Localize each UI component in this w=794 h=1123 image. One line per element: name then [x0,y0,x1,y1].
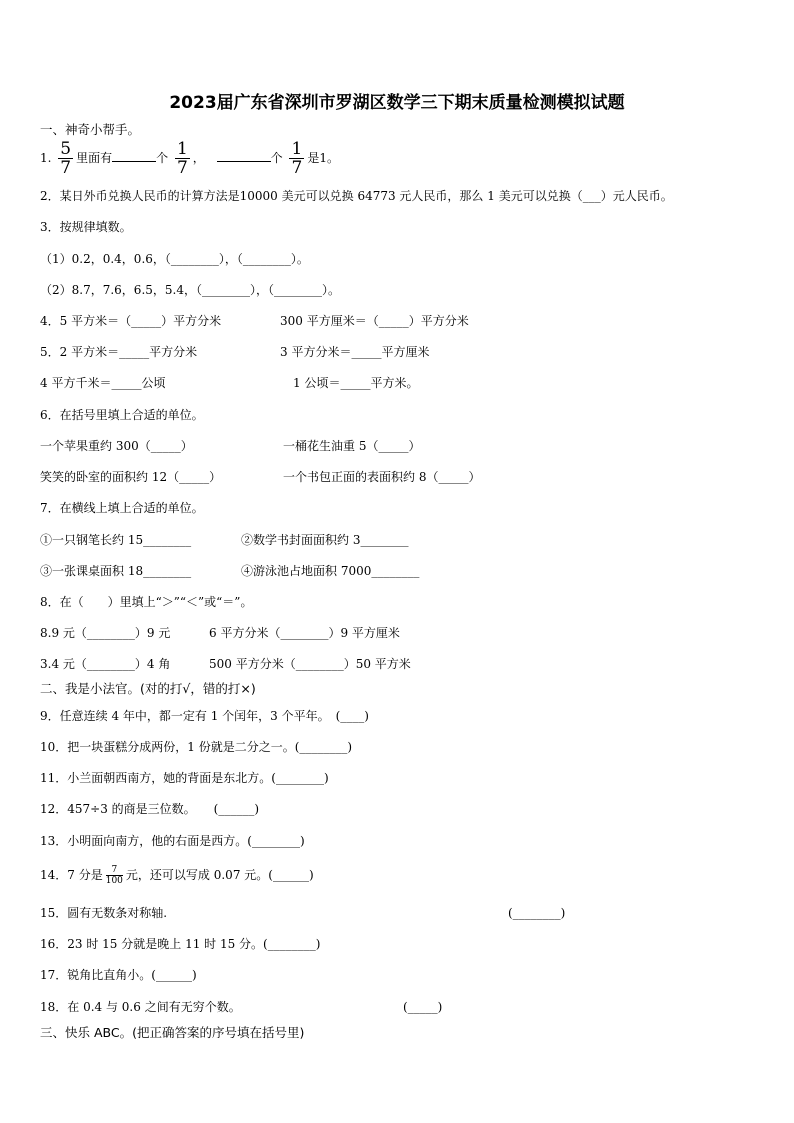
question-3-part-2: （2）8.7，7.6，6.5，5.4，（________），（________）。 [40,283,340,297]
fraction-numerator: 5 [60,138,72,159]
question-7-part-3: ③一张课桌面积 18________ [40,564,192,578]
question-6: 6．在括号里填上合适的单位。 [40,408,204,422]
question-8-part-3: 3.4 元（________）4 角 [40,657,171,671]
question-3-part-1: （1）0.2，0.4，0.6，（________），（________）。 [40,252,309,266]
question-6-part-4: 一个书包正面的表面积约 8（_____） [283,470,481,484]
question-1-text-a: 里面有 [76,151,113,165]
question-8-part-2: 6 平方分米（________）9 平方厘米 [209,626,400,640]
question-5-part-4: 1 公顷＝_____平方米。 [293,376,419,390]
question-15: 15．圆有无数条对称轴. [40,906,168,920]
question-4-part-1: 4．5 平方米＝（_____）平方分米 [40,314,222,328]
fraction-numerator: 1 [291,138,303,159]
fraction-denominator: 100 [105,876,123,886]
section-heading-3: 三、快乐 ABC。(把正确答案的序号填在括号里) [40,1025,305,1040]
fraction-1-7 [175,138,190,178]
question-8-part-1: 8.9 元（________）9 元 [40,626,171,640]
answer-blank[interactable] [112,149,156,162]
question-6-part-2: 一桶花生油重 5（_____） [283,439,421,453]
question-1-text-d: 个 [270,151,283,165]
question-14-text-a: 14．7 分是 [40,868,103,882]
question-1-number: 1. [40,151,52,165]
question-7-part-4: ④游泳池占地面积 7000________ [241,564,420,578]
section-heading-1: 一、神奇小帮手。 [40,122,141,137]
question-14-text-b: 元，还可以写成 0.07 元。(______) [125,868,314,882]
question-5-part-3: 4 平方千米＝_____公顷 [40,376,166,390]
fraction-numerator: 1 [176,138,188,159]
question-6-part-1: 一个苹果重约 300（_____） [40,439,193,453]
section-heading-2: 二、我是小法官。(对的打√，错的打×) [40,681,256,696]
question-1 [40,140,339,177]
fraction-denominator: 7 [60,157,72,178]
question-1-text-e: 是1。 [307,151,339,165]
question-7: 7．在横线上填上合适的单位。 [40,501,204,515]
fraction-denominator: 7 [291,157,303,178]
question-12: 12．457÷3 的商是三位数。 (______) [40,802,260,816]
question-1-text-c: ， [192,151,205,165]
question-5-part-2: 3 平方分米＝_____平方厘米 [280,345,430,359]
answer-blank[interactable] [217,149,271,162]
question-18: 18．在 0.4 与 0.6 之间有无穷个数。 [40,1000,241,1014]
fraction-numerator: 7 [106,865,123,876]
question-2: 2．某日外币兑换人民币的计算方法是10000 美元可以兑换 64773 元人民币，那么 1 美元可以兑换（___）元人民币。 [40,189,673,203]
question-18-answer[interactable]: (_____) [403,1000,443,1014]
question-4-part-2: 300 平方厘米＝（_____）平方分米 [280,314,469,328]
question-16: 16．23 时 15 分就是晚上 11 时 15 分。(________) [40,937,321,951]
fraction-7-100 [106,865,123,886]
page-title: 2023届广东省深圳市罗湖区数学三下期末质量检测模拟试题 [169,93,625,113]
question-8-part-4: 500 平方分米（________）50 平方米 [209,657,411,671]
question-8: 8．在（ ）里填上“＞”“＜”或“＝”。 [40,595,253,609]
question-3: 3．按规律填数。 [40,220,132,234]
question-10: 10．把一块蛋糕分成两份，1 份就是二分之一。(________) [40,740,353,754]
question-17: 17．锐角比直角小。(______) [40,968,197,982]
question-7-part-1: ①一只钢笔长约 15________ [40,533,192,547]
question-6-part-3: 笑笑的卧室的面积约 12（_____） [40,470,222,484]
question-14 [40,862,314,888]
question-11: 11．小兰面朝西南方，她的背面是东北方。(________) [40,771,329,785]
question-13: 13．小明面向南方，他的右面是西方。(________) [40,834,305,848]
question-1-text-b: 个 [156,151,169,165]
question-9: 9．任意连续 4 年中，都一定有 1 个闰年，3 个平年。 (____) [40,709,369,723]
question-5-part-1: 5．2 平方米＝_____平方分米 [40,345,198,359]
fraction-denominator: 7 [176,157,188,178]
fraction-5-7 [58,138,73,178]
question-7-part-2: ②数学书封面面积约 3________ [241,533,409,547]
fraction-1-7 [289,138,304,178]
question-15-answer[interactable]: (________) [508,906,566,920]
